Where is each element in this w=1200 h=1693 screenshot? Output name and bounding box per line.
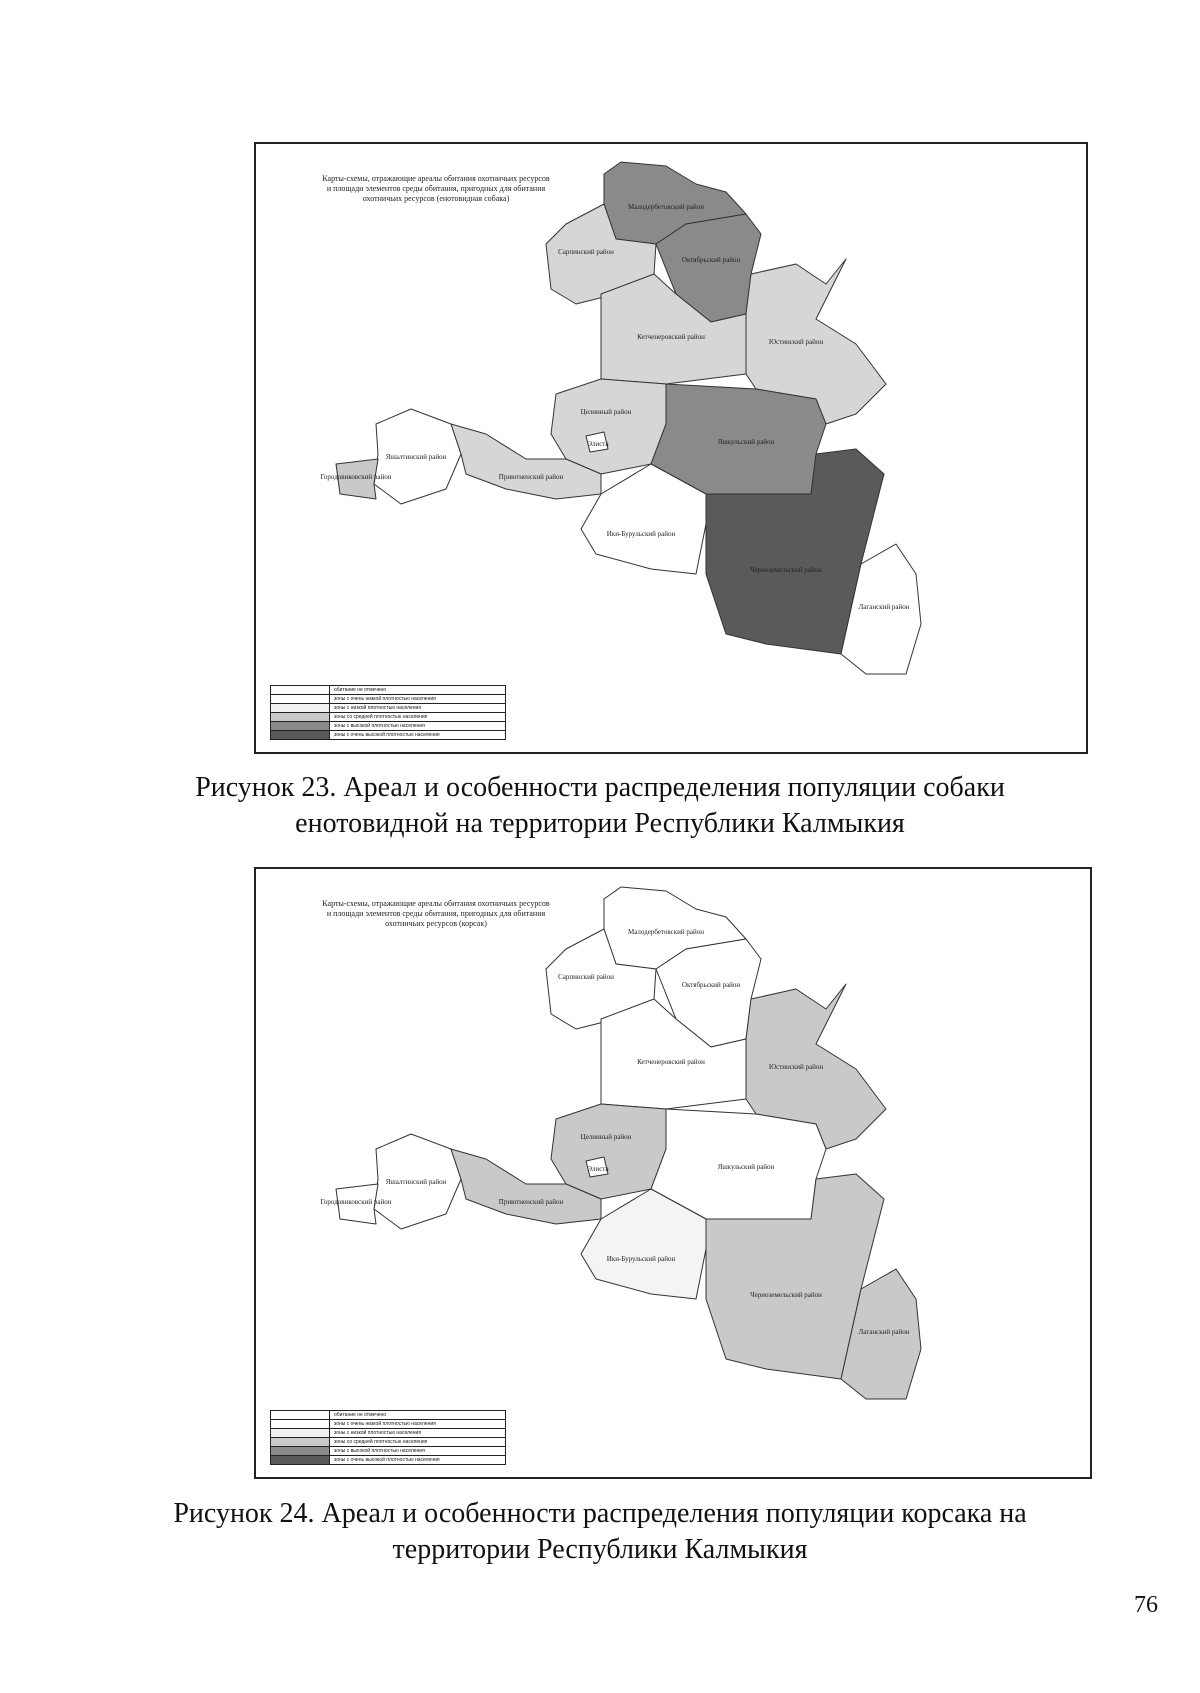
map-legend	[270, 685, 506, 740]
region-label: Черноземельский район	[750, 1291, 822, 1299]
legend-swatch	[271, 695, 330, 703]
legend-label: зоны с высокой плотностью населения	[334, 1448, 425, 1454]
map-title-line: Карты-схемы, отражающие ареалы обитания охотничьих ресурсов	[322, 174, 550, 183]
legend-row	[271, 694, 505, 703]
legend-label: зоны с очень высокой плотностью населения	[334, 1457, 440, 1463]
caption-line: территории Республики Калмыкия	[392, 1534, 808, 1565]
region-label: Октябрьский район	[681, 256, 741, 264]
region-label: Городовиковский район	[320, 473, 392, 481]
legend-row	[271, 721, 505, 730]
legend-label: зоны с очень высокой плотностью населения	[334, 732, 440, 738]
figure-caption	[0, 1496, 1200, 1568]
legend-swatch	[271, 722, 330, 730]
region-label: Лаганский район	[858, 603, 910, 611]
legend-label: обитание не отмечено	[334, 1412, 387, 1418]
region-label: Юстинский район	[768, 1063, 824, 1071]
map-kalmykia	[256, 869, 1090, 1477]
map-title-line: Карты-схемы, отражающие ареалы обитания охотничьих ресурсов	[322, 899, 550, 908]
region-label: Юстинский район	[768, 338, 824, 346]
caption-line: Рисунок 24. Ареал и особенности распределения популяции корсака на	[173, 1498, 1027, 1529]
legend-label: зоны с низкой плотностью населения	[334, 1430, 422, 1436]
legend-row	[271, 1455, 505, 1464]
region-label: Черноземельский район	[750, 566, 822, 574]
map-kalmykia	[256, 144, 1086, 752]
caption-line: енотовидной на территории Республики Калмыкия	[295, 808, 905, 839]
map-title-line: охотничьих ресурсов (енотовидная собака)	[362, 194, 510, 203]
map-title-line: и площади элементов среды обитания, пригодных для обитания	[326, 909, 546, 918]
legend-swatch	[271, 704, 330, 712]
region-label: Приютненский район	[498, 473, 564, 481]
map-legend	[270, 1410, 506, 1465]
map-title-line: и площади элементов среды обитания, пригодных для обитания	[326, 184, 546, 193]
legend-swatch	[271, 1429, 330, 1437]
region-label: Малодербетовский район	[627, 203, 705, 211]
legend-row	[271, 1437, 505, 1446]
region-label: Кетченеровский район	[637, 333, 705, 341]
legend-row	[271, 686, 505, 694]
legend-label: зоны с низкой плотностью населения	[334, 705, 422, 711]
page-number: 76	[1134, 1592, 1158, 1618]
legend-row	[271, 1446, 505, 1455]
legend-swatch	[271, 1420, 330, 1428]
region-label: Элиста	[587, 440, 609, 448]
region-label: Ики-Бурульский район	[606, 1255, 676, 1263]
legend-swatch	[271, 1456, 330, 1464]
region-label: Элиста	[587, 1165, 609, 1173]
legend-swatch	[271, 713, 330, 721]
region-label: Целинный район	[580, 408, 632, 416]
legend-swatch	[271, 1411, 330, 1419]
map-figure-raccoon-dog	[254, 142, 1088, 754]
legend-swatch	[271, 731, 330, 739]
legend-swatch	[271, 1438, 330, 1446]
legend-row	[271, 1428, 505, 1437]
legend-swatch	[271, 1447, 330, 1455]
region-label: Яшалтинский район	[385, 1178, 447, 1186]
legend-swatch	[271, 686, 330, 694]
legend-label: обитание не отмечено	[334, 687, 387, 693]
region-label: Сарпинский район	[558, 248, 614, 256]
region-label: Сарпинский район	[558, 973, 614, 981]
region-label: Яшалтинский район	[385, 453, 447, 461]
region-label: Кетченеровский район	[637, 1058, 705, 1066]
region-label: Целинный район	[580, 1133, 632, 1141]
legend-label: зоны с очень низкой плотностью населения	[334, 696, 436, 702]
region-label: Городовиковский район	[320, 1198, 392, 1206]
region-label: Ики-Бурульский район	[606, 530, 676, 538]
region-label: Яшкульский район	[717, 1163, 775, 1171]
map-title-line: охотничьих ресурсов (корсак)	[385, 919, 487, 928]
legend-label: зоны со средней плотностью населения	[334, 714, 428, 720]
region-label: Лаганский район	[858, 1328, 910, 1336]
legend-label: зоны со средней плотностью населения	[334, 1439, 428, 1445]
region-label: Октябрьский район	[681, 981, 741, 989]
region-label: Приютненский район	[498, 1198, 564, 1206]
legend-label: зоны с очень низкой плотностью населения	[334, 1421, 436, 1427]
figure-caption	[0, 770, 1200, 842]
legend-row	[271, 730, 505, 739]
legend-row	[271, 703, 505, 712]
region-label: Яшкульский район	[717, 438, 775, 446]
legend-row	[271, 1411, 505, 1419]
legend-row	[271, 1419, 505, 1428]
legend-row	[271, 712, 505, 721]
region-label: Малодербетовский район	[627, 928, 705, 936]
legend-label: зоны с высокой плотностью населения	[334, 723, 425, 729]
caption-line: Рисунок 23. Ареал и особенности распределения популяции собаки	[195, 772, 1005, 803]
map-figure-corsac	[254, 867, 1092, 1479]
